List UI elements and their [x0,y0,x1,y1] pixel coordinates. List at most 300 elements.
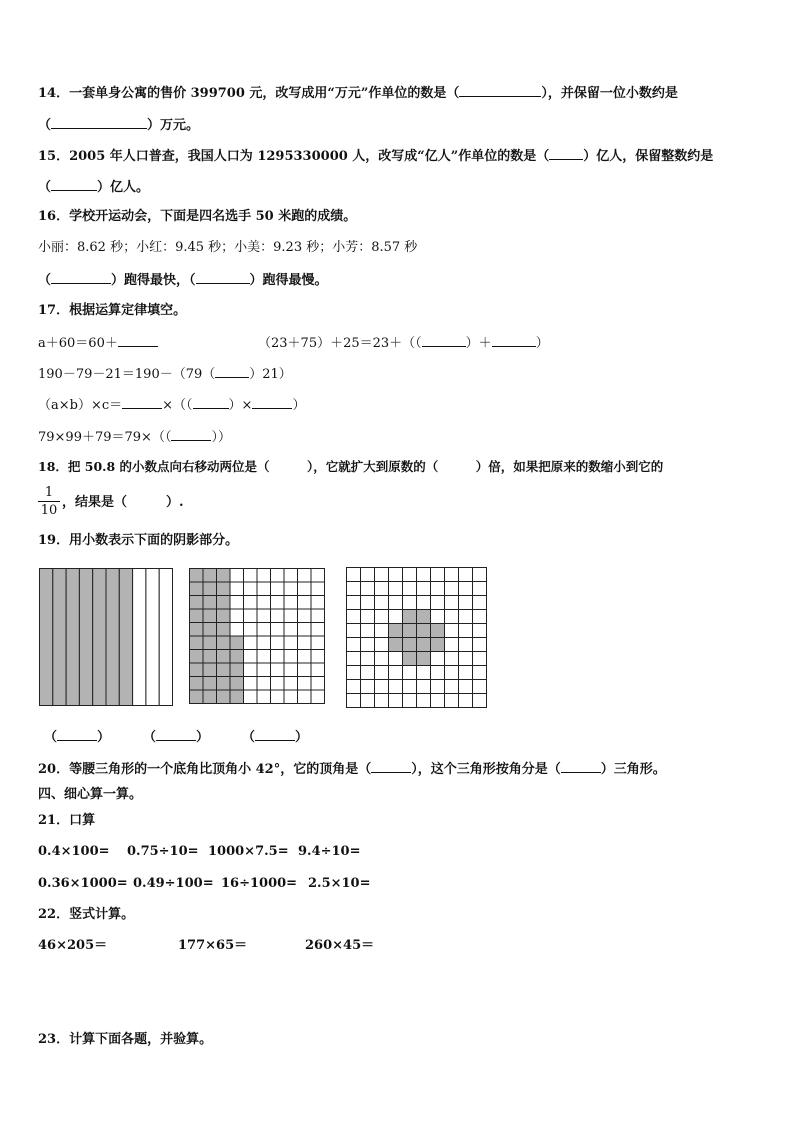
shaded-strip [79,569,92,706]
grid-cell [257,636,271,650]
grid-cell [403,680,417,694]
q15-text-a: 15．2005 年人口普查，我国人口为 1295330000 人，改写成“亿人”作单位的数是（ [38,149,550,164]
shaded-cell [403,624,417,638]
grid-cell [459,694,473,708]
q17-r4-blank[interactable] [171,427,211,441]
grid-cell [257,690,271,704]
grid-cell [361,694,375,708]
paren-close: ） [97,730,111,745]
grid-cell [417,596,431,610]
paren-open: （ [44,730,58,745]
grid-cell [244,609,258,623]
q21-item: 0.49÷100= [133,876,214,891]
grid-cell [230,596,244,610]
grid-cell [473,652,487,666]
grid-cell [445,694,459,708]
shaded-cell [230,677,244,691]
shaded-cell [190,677,204,691]
q22-item: 177×65＝ [178,938,248,953]
grid-cell [284,636,298,650]
grid-cell [403,596,417,610]
grid-cell [284,596,298,610]
q20-text-a: 20．等腰三角形的一个底角比顶角小 42°，它的顶角是（ [38,762,372,777]
shaded-cell [217,663,231,677]
shaded-cell [389,638,403,652]
grid-cell [347,596,361,610]
grid-cell [347,582,361,596]
shaded-cell [417,610,431,624]
grid-cell [431,582,445,596]
shaded-cell [217,650,231,664]
q15-line1 [38,146,713,166]
grid-cell [361,596,375,610]
shaded-cell [217,623,231,637]
q23-title: 23．计算下面各题，并验算。 [38,1032,213,1047]
shaded-cell [230,690,244,704]
q18-line1: 18．把 50.8 的小数点向右移动两位是（ ），它就扩大到原数的（ ）倍，如果把原来的数缩小到它的 [38,459,664,474]
q16-scores: 小丽：8.62 秒；小红：9.45 秒；小美：9.23 秒；小芳：8.57 秒 [38,240,418,255]
q17-r3-blank-1[interactable] [122,395,162,409]
grid-cell [459,624,473,638]
grid-cell [298,636,312,650]
grid-cell [459,582,473,596]
grid-cell [347,624,361,638]
q19-blank-2[interactable] [156,727,196,741]
grid-cell [284,582,298,596]
paren-open: （ [242,730,256,745]
grid-cell [271,650,285,664]
q17-r1b-text-a: （23＋75）＋25＝23＋（（ [258,336,422,351]
q16-title: 16．学校开运动会，下面是四名选手 50 米跑的成绩。 [38,209,357,224]
shaded-cell [203,663,217,677]
shaded-cell [217,636,231,650]
grid-cell [431,652,445,666]
q21-item: 9.4÷10= [298,844,361,859]
q22-item: 46×205＝ [38,938,108,953]
grid-cell [431,610,445,624]
grid-cell [298,582,312,596]
blank-strip [146,569,159,706]
q20-text-b: ），这个三角形按角分是（ [411,762,561,777]
grid-cell [257,609,271,623]
q17-r3-blank-2[interactable] [193,395,229,409]
grid-cell [284,663,298,677]
grid-cell [230,623,244,637]
grid-cell [284,677,298,691]
shaded-strip [93,569,106,706]
grid-cell [244,663,258,677]
paren-open: （ [143,730,157,745]
grid-cell [298,609,312,623]
grid-cell [244,582,258,596]
grid-cell [445,666,459,680]
q15-blank-1[interactable] [549,146,583,160]
grid-cell [347,638,361,652]
grid-cell [445,582,459,596]
shaded-cell [203,690,217,704]
q21-item: 1000×7.5= [208,844,289,859]
q17-r1a-blank[interactable] [118,333,158,347]
grid-cell [257,582,271,596]
grid-cell [271,623,285,637]
q14-line1 [38,83,678,103]
shaded-cell [203,582,217,596]
grid-cell [389,596,403,610]
grid-cell [257,569,271,583]
grid-cell [311,609,325,623]
grid-cell [403,568,417,582]
grid-cell [230,569,244,583]
grid-cell [311,596,325,610]
grid-cell [375,638,389,652]
q14-line2 [38,115,199,135]
grid-cell [361,568,375,582]
section-heading: 四、细心算一算。 [38,787,143,802]
shaded-cell [217,596,231,610]
grid-cell [244,677,258,691]
grid-cell [271,677,285,691]
q17-r3-text-c: ）× [228,398,253,413]
q17-row1-right [258,333,549,353]
q19-answer-2 [143,727,209,747]
grid-cell [431,666,445,680]
shaded-cell [217,582,231,596]
grid-cell [473,596,487,610]
shaded-cell [230,636,244,650]
grid-cell [445,568,459,582]
grid-cell [271,609,285,623]
grid-cell [431,694,445,708]
grid-cell [311,650,325,664]
grid-cell [298,650,312,664]
grid-cell [298,623,312,637]
grid-cell [271,569,285,583]
shaded-cell [403,610,417,624]
grid-cell [375,680,389,694]
grid-cell [257,677,271,691]
q17-row2 [38,364,292,384]
grid-cell [389,652,403,666]
q19-blank-3[interactable] [255,727,295,741]
grid-cell [389,568,403,582]
q17-row3 [38,395,305,415]
q17-row1-left [38,333,158,353]
shaded-cell [203,609,217,623]
q21-item: 0.36×1000= [38,876,128,891]
grid-cell [473,624,487,638]
q14-text-d: ）万元。 [147,118,200,133]
grid-cell [403,694,417,708]
grid-cell [361,666,375,680]
grid-cell [271,596,285,610]
grid-cell [298,690,312,704]
shaded-cell [417,638,431,652]
grid-cell [361,624,375,638]
grid-cell [311,690,325,704]
grid-cell [389,694,403,708]
grid-cell [473,680,487,694]
grid-cell [473,666,487,680]
grid-cell [473,582,487,596]
shaded-cell [203,650,217,664]
grid-cell [389,666,403,680]
grid-cell [311,569,325,583]
shaded-cell [190,569,204,583]
grid-cell [347,666,361,680]
shaded-cell [431,624,445,638]
grid-cell [230,582,244,596]
fraction-denominator: 10 [40,503,58,518]
shaded-cell [190,663,204,677]
grid-cell [244,690,258,704]
fig2-hundred-grid [189,568,326,706]
q20-blank-2[interactable] [561,759,601,773]
q17-r3-text-b: ×（（ [162,398,193,413]
q18-line2: ，结果是（ ）. [62,495,184,510]
grid-cell [257,623,271,637]
grid-cell [417,568,431,582]
grid-cell [417,694,431,708]
shaded-cell [230,650,244,664]
q16-answer-line [38,270,328,290]
q15-text-c: （ [38,180,52,195]
grid-cell [389,680,403,694]
grid-cell [375,652,389,666]
blank-strip [133,569,146,706]
shaded-strip [40,569,53,706]
grid-cell [271,636,285,650]
q14-blank-2[interactable] [51,115,147,129]
grid-cell [244,596,258,610]
shaded-cell [203,623,217,637]
shaded-cell [203,636,217,650]
grid-cell [375,610,389,624]
shaded-cell [403,652,417,666]
q16-text-a: （ [38,273,52,288]
grid-cell [459,666,473,680]
q14-blank-1[interactable] [459,83,541,97]
q21-item: 0.75÷10= [127,844,199,859]
blank-strip [159,569,172,706]
grid-cell [403,582,417,596]
q17-row4 [38,427,231,447]
fraction-numerator: 1 [38,484,60,502]
shaded-cell [203,677,217,691]
q16-text-c: ）跑得最慢。 [249,273,328,288]
grid-cell [361,610,375,624]
shaded-cell [217,690,231,704]
q18-fraction [38,484,60,519]
q19-answer-3 [242,727,308,747]
fig1-strip-rectangle [39,568,174,707]
grid-cell [445,652,459,666]
grid-cell [257,663,271,677]
grid-cell [361,652,375,666]
q21-item: 0.4×100= [38,844,110,859]
shaded-cell [217,569,231,583]
grid-cell [347,652,361,666]
grid-cell [311,582,325,596]
q21-title: 21．口算 [38,813,96,828]
q20-blank-1[interactable] [371,759,411,773]
grid-cell [284,569,298,583]
q21-item: 16÷1000= [221,876,298,891]
grid-cell [298,569,312,583]
grid-cell [375,582,389,596]
q17-r1b-blank-1[interactable] [422,333,466,347]
q21-item: 2.5×10= [308,876,371,891]
grid-cell [271,663,285,677]
grid-cell [375,694,389,708]
grid-cell [473,610,487,624]
q17-title: 17．根据运算定律填空。 [38,303,187,318]
q17-r3-text-a: （a×b）×c＝ [38,398,123,413]
grid-cell [347,568,361,582]
grid-cell [375,596,389,610]
grid-cell [431,680,445,694]
fig3-hundred-grid [346,567,487,708]
grid-cell [347,610,361,624]
grid-cell [257,596,271,610]
q19-title: 19．用小数表示下面的阴影部分。 [38,533,239,548]
grid-cell [417,582,431,596]
q16-text-b: ）跑得最快，（ [111,273,196,288]
grid-cell [311,663,325,677]
grid-cell [298,596,312,610]
q16-blank-fastest[interactable] [51,270,111,284]
q20-line [38,759,666,779]
grid-cell [244,650,258,664]
grid-cell [445,680,459,694]
shaded-cell [190,623,204,637]
q15-blank-2[interactable] [51,177,97,191]
grid-cell [389,582,403,596]
grid-cell [347,680,361,694]
shaded-cell [417,624,431,638]
q19-blank-1[interactable] [57,727,97,741]
grid-cell [284,690,298,704]
shaded-cell [403,638,417,652]
q17-r3-blank-3[interactable] [252,395,292,409]
q17-r4-text-b: ）） [211,430,231,445]
grid-cell [389,610,403,624]
q17-r1b-text-b: ）＋ [465,336,492,351]
grid-cell [284,650,298,664]
grid-cell [311,636,325,650]
q15-line2 [38,177,149,197]
grid-cell [459,680,473,694]
grid-cell [431,596,445,610]
shaded-strip [66,569,79,706]
grid-cell [417,666,431,680]
q17-r2-text-a: 190－79－21＝190－（79（ [38,367,216,382]
grid-cell [298,663,312,677]
grid-cell [271,690,285,704]
shaded-cell [190,636,204,650]
grid-cell [284,609,298,623]
q17-r2-text-b: ）21） [249,367,292,382]
grid-cell [230,609,244,623]
shaded-cell [230,663,244,677]
grid-cell [459,568,473,582]
paren-close: ） [295,730,309,745]
grid-cell [403,666,417,680]
q22-title: 22．竖式计算。 [38,907,135,922]
q17-r4-text-a: 79×99＋79＝79×（（ [38,430,172,445]
grid-cell [271,582,285,596]
shaded-cell [217,609,231,623]
shaded-cell [431,638,445,652]
grid-cell [459,596,473,610]
grid-cell [375,624,389,638]
grid-cell [244,636,258,650]
q14-text-c: （ [38,118,52,133]
shaded-strip [119,569,132,706]
grid-cell [459,610,473,624]
shaded-cell [203,569,217,583]
grid-cell [375,666,389,680]
q17-r1b-text-c: ） [535,336,549,351]
q14-text-b: ），并保留一位小数约是 [541,86,678,101]
shaded-cell [203,596,217,610]
shaded-strip [53,569,66,706]
q15-text-d: ）亿人。 [97,180,150,195]
grid-cell [459,652,473,666]
q15-text-b: ）亿人，保留整数约是 [583,149,714,164]
grid-cell [361,638,375,652]
paren-close: ） [196,730,210,745]
grid-cell [431,568,445,582]
grid-cell [361,582,375,596]
grid-cell [284,623,298,637]
shaded-cell [190,596,204,610]
grid-cell [445,596,459,610]
grid-cell [473,638,487,652]
grid-cell [445,624,459,638]
q19-answer-1 [44,727,110,747]
q17-r2-blank[interactable] [215,364,249,378]
grid-cell [361,680,375,694]
shaded-cell [389,624,403,638]
q17-r3-text-d: ） [292,398,306,413]
shaded-cell [217,677,231,691]
q17-r1b-blank-2[interactable] [492,333,536,347]
q17-r1a-text: a＋60＝60＋ [38,336,118,351]
shaded-cell [417,652,431,666]
grid-cell [257,650,271,664]
grid-cell [473,568,487,582]
grid-cell [298,677,312,691]
shaded-cell [190,690,204,704]
q20-text-c: ）三角形。 [600,762,666,777]
grid-cell [417,680,431,694]
grid-cell [473,694,487,708]
shaded-strip [106,569,119,706]
shaded-cell [190,650,204,664]
grid-cell [244,623,258,637]
grid-cell [445,638,459,652]
grid-cell [311,677,325,691]
q16-blank-slowest[interactable] [196,270,250,284]
grid-cell [311,623,325,637]
grid-cell [459,638,473,652]
q22-item: 260×45＝ [305,938,375,953]
grid-cell [244,569,258,583]
shaded-cell [190,609,204,623]
shaded-cell [190,582,204,596]
grid-cell [375,568,389,582]
q14-text-a: 14．一套单身公寓的售价 399700 元，改写成用“万元”作单位的数是（ [38,86,460,101]
